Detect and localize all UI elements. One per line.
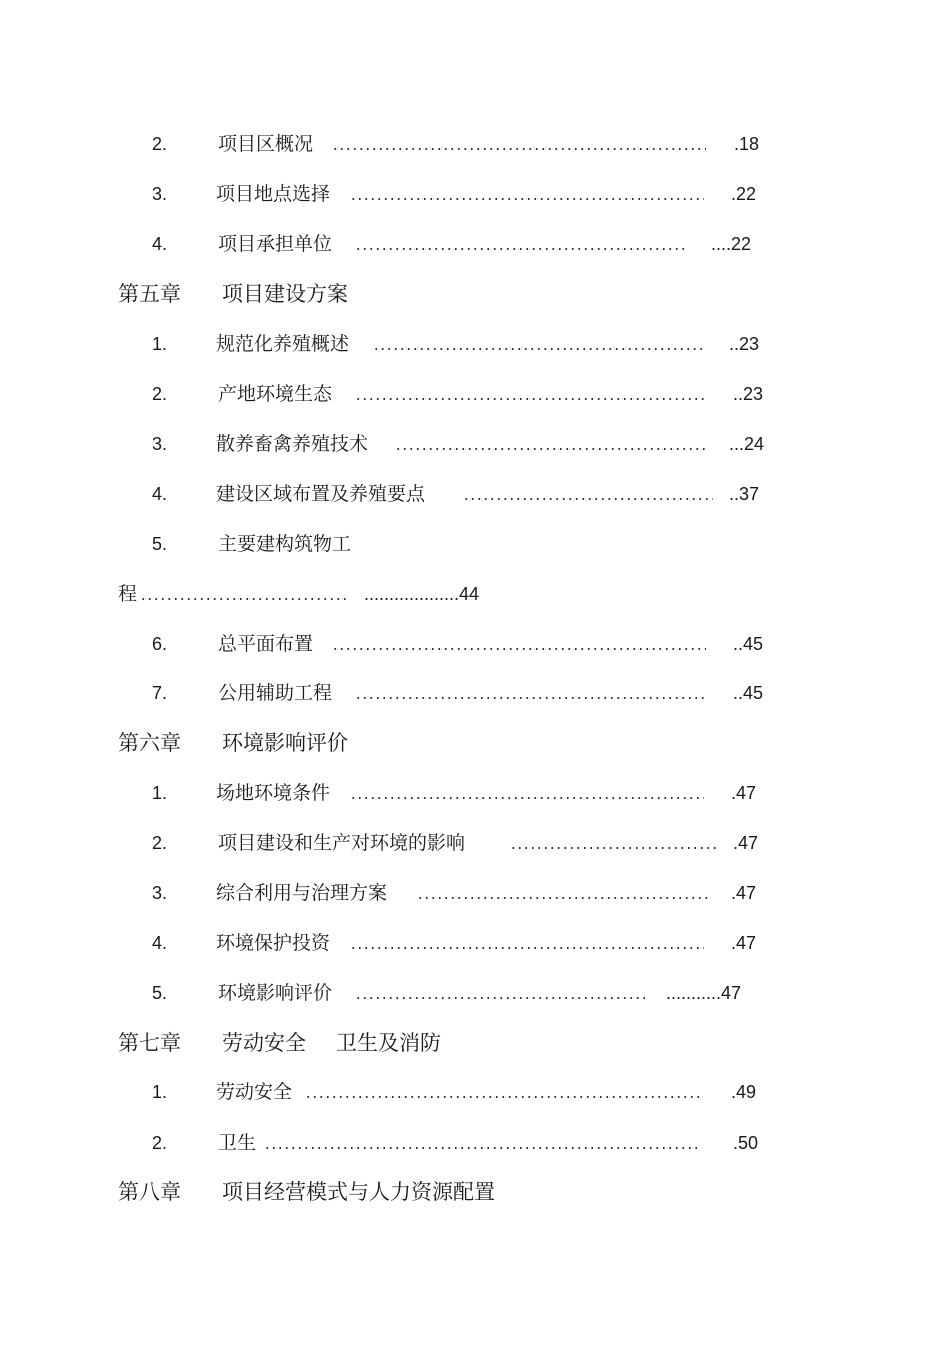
section-title: 项目建设和生产对环境的影响: [218, 832, 466, 854]
section-title: 产地环境生态: [218, 383, 333, 405]
page-number: .22: [731, 184, 757, 204]
chapter-label: 第五章: [118, 282, 181, 306]
dot-leader: [350, 787, 704, 799]
section-number: 7.: [152, 683, 168, 703]
section-number: 2.: [152, 384, 168, 404]
dot-leader: [305, 1086, 701, 1098]
section-number: 2.: [152, 134, 168, 154]
toc-entry[interactable]: [0, 329, 950, 359]
page-number: .47: [731, 933, 757, 953]
chapter-heading[interactable]: [118, 1175, 618, 1209]
section-title: 建设区域布置及养殖要点: [216, 483, 426, 505]
chapter-title: 项目经营模式与人力资源配置: [222, 1180, 495, 1204]
toc-entry[interactable]: [0, 629, 950, 659]
section-number: 1.: [152, 783, 168, 803]
page-number: .50: [733, 1133, 759, 1153]
chapter-title-part2: 卫生及消防: [336, 1031, 441, 1055]
section-title: 劳动安全: [216, 1081, 293, 1103]
toc-entry[interactable]: [0, 778, 950, 808]
page-number: .47: [731, 883, 757, 903]
section-title: 项目承担单位: [218, 233, 333, 255]
section-title: 项目区概况: [218, 133, 314, 155]
chapter-heading[interactable]: [118, 277, 618, 311]
page-number: .49: [731, 1082, 757, 1102]
chapter-title: 项目建设方案: [222, 282, 348, 306]
dot-leader: [373, 338, 706, 350]
section-number: 4.: [152, 484, 168, 504]
section-title: 环境影响评价: [218, 982, 333, 1004]
page-number: ...24: [729, 434, 765, 454]
section-title: 规范化养殖概述: [216, 333, 350, 355]
section-title: 项目地点选择: [216, 183, 331, 205]
toc-entry[interactable]: [0, 928, 950, 958]
page-number: .18: [734, 134, 760, 154]
section-title: 卫生: [218, 1132, 257, 1154]
toc-entry[interactable]: [0, 379, 950, 409]
section-title-continuation: 程: [118, 583, 138, 605]
section-number: 6.: [152, 634, 168, 654]
toc-entry[interactable]: [0, 1128, 950, 1158]
page-number: ..45: [733, 683, 764, 703]
chapter-label: 第六章: [118, 731, 181, 755]
dot-leader: [417, 887, 709, 899]
dot-leader: [395, 438, 707, 450]
toc-entry[interactable]: [0, 978, 950, 1008]
chapter-label: 第八章: [118, 1180, 181, 1204]
dot-leader: [332, 138, 706, 150]
toc-entry[interactable]: [0, 179, 950, 209]
section-title: 总平面布置: [218, 633, 314, 655]
section-number: 2.: [152, 1133, 168, 1153]
toc-entry[interactable]: [0, 678, 950, 708]
chapter-label: 第七章: [118, 1031, 181, 1055]
page-number: ..23: [733, 384, 764, 404]
dot-leader: [355, 987, 645, 999]
dot-leader: [140, 588, 348, 600]
section-number: 3.: [152, 883, 168, 903]
dot-leader: [355, 687, 707, 699]
section-number: 2.: [152, 833, 168, 853]
chapter-title: 劳动安全: [222, 1031, 306, 1055]
chapter-heading[interactable]: [118, 726, 618, 760]
section-number: 5.: [152, 983, 168, 1003]
section-number: 1.: [152, 1082, 168, 1102]
section-title: 主要建构筑物工: [218, 533, 352, 555]
dot-leader: [332, 638, 706, 650]
page-number: ...........47: [666, 983, 742, 1003]
section-title: 散养畜禽养殖技术: [216, 433, 369, 455]
section-number: 3.: [152, 184, 168, 204]
page-number: .47: [733, 833, 759, 853]
toc-entry[interactable]: [0, 828, 950, 858]
toc-entry-continuation[interactable]: [0, 579, 950, 609]
dot-leader: [264, 1137, 702, 1149]
section-number: 4.: [152, 234, 168, 254]
toc-entry[interactable]: [0, 129, 950, 159]
chapter-title: 环境影响评价: [222, 731, 348, 755]
toc-entry[interactable]: [0, 429, 950, 459]
section-title: 公用辅助工程: [218, 682, 333, 704]
dot-leader: [355, 238, 688, 250]
page-number: ..45: [733, 634, 764, 654]
toc-entry[interactable]: [0, 479, 950, 509]
section-title: 环境保护投资: [216, 932, 331, 954]
section-title: 综合利用与治理方案: [216, 882, 388, 904]
page-number: .47: [731, 783, 757, 803]
toc-entry[interactable]: [0, 878, 950, 908]
section-number: 1.: [152, 334, 168, 354]
toc-entry[interactable]: [0, 229, 950, 259]
dot-leader: [463, 488, 713, 500]
page-number: ..37: [729, 484, 760, 504]
page-number: ..23: [729, 334, 760, 354]
dot-leader: [350, 188, 704, 200]
section-number: 4.: [152, 933, 168, 953]
toc-entry[interactable]: [0, 529, 950, 559]
page-number: ...................44: [364, 584, 480, 604]
section-title: 场地环境条件: [216, 782, 331, 804]
section-number: 5.: [152, 534, 168, 554]
dot-leader: [350, 937, 704, 949]
chapter-heading[interactable]: [118, 1026, 618, 1060]
dot-leader: [355, 388, 707, 400]
dot-leader: [510, 837, 718, 849]
toc-entry[interactable]: [0, 1077, 950, 1107]
section-number: 3.: [152, 434, 168, 454]
page-number: ....22: [711, 234, 752, 254]
